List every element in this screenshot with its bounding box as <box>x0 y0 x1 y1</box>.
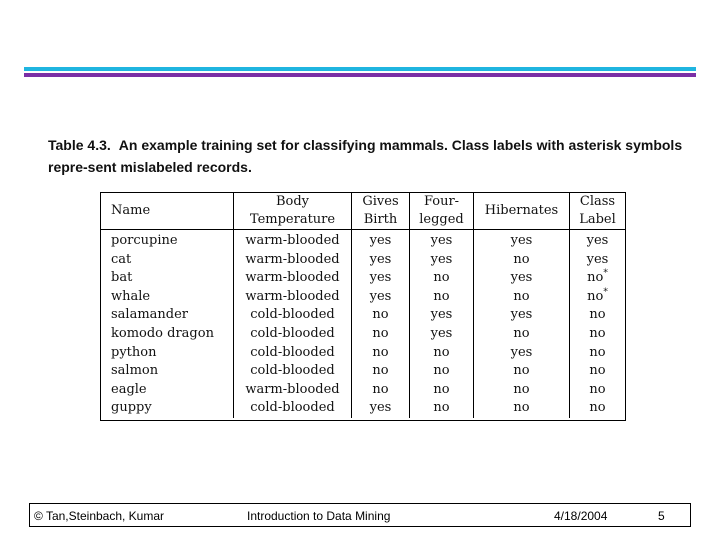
cell-four-legged: yes <box>410 325 474 344</box>
footer-date: 4/18/2004 <box>554 509 608 523</box>
header-body-temperature: Body Temperature <box>234 193 352 230</box>
cell-name: eagle <box>111 381 147 397</box>
cell-four-legged: no <box>410 362 474 381</box>
header-name: Name <box>101 193 234 230</box>
cell-hibernates: yes <box>474 269 570 288</box>
cell-class-label: yes <box>570 230 626 251</box>
table-caption <box>48 134 688 178</box>
caption-text: An example training set for classifying mammals. Class labels with asterisk symbols repre-sent mislabeled records. <box>48 137 683 175</box>
table-row <box>101 251 625 270</box>
cell-name: salamander <box>111 307 189 323</box>
cell-gives-birth: no <box>352 344 410 363</box>
training-set-table <box>100 192 626 421</box>
table-row <box>101 381 625 400</box>
header-rule-cyan <box>24 67 696 71</box>
cell-body-temperature: warm-blooded <box>234 288 352 307</box>
table-header-row <box>101 193 625 230</box>
footer-title: Introduction to Data Mining <box>247 509 391 523</box>
footer-copyright: © Tan,Steinbach, Kumar <box>34 509 165 523</box>
cell-hibernates: yes <box>474 344 570 363</box>
header-hibernates: Hibernates <box>474 193 570 230</box>
cell-four-legged: no <box>410 344 474 363</box>
cell-class-label: no <box>570 399 626 418</box>
slide-footer <box>29 503 691 527</box>
cell-class-label: no <box>570 344 626 363</box>
header-rule-purple <box>24 73 696 77</box>
cell-gives-birth: no <box>352 381 410 400</box>
cell-four-legged: yes <box>410 306 474 325</box>
cell-name: salmon <box>111 363 159 379</box>
table-row <box>101 362 625 381</box>
table-row <box>101 325 625 344</box>
table-body <box>101 230 625 418</box>
table-row <box>101 344 625 363</box>
cell-four-legged: no <box>410 381 474 400</box>
cell-four-legged: yes <box>410 230 474 251</box>
cell-four-legged: yes <box>410 251 474 270</box>
cell-hibernates: no <box>474 362 570 381</box>
cell-gives-birth: yes <box>352 269 410 288</box>
cell-body-temperature: warm-blooded <box>234 230 352 251</box>
cell-four-legged: no <box>410 288 474 307</box>
cell-class-label: no* <box>570 269 626 288</box>
cell-gives-birth: no <box>352 325 410 344</box>
table-row <box>101 306 625 325</box>
caption-number: Table 4.3. <box>48 137 111 153</box>
header-gives-birth: Gives Birth <box>352 193 410 230</box>
cell-body-temperature: cold-blooded <box>234 362 352 381</box>
cell-class-label: no* <box>570 288 626 307</box>
cell-name: komodo dragon <box>111 325 214 341</box>
cell-hibernates: no <box>474 381 570 400</box>
cell-body-temperature: cold-blooded <box>234 344 352 363</box>
table-row <box>101 288 625 307</box>
cell-gives-birth: yes <box>352 288 410 307</box>
cell-gives-birth: no <box>352 306 410 325</box>
cell-body-temperature: cold-blooded <box>234 399 352 418</box>
cell-name: cat <box>111 251 132 267</box>
cell-hibernates: no <box>474 325 570 344</box>
cell-four-legged: no <box>410 269 474 288</box>
cell-name: whale <box>111 288 151 304</box>
cell-gives-birth: yes <box>352 251 410 270</box>
cell-body-temperature: cold-blooded <box>234 306 352 325</box>
cell-hibernates: no <box>474 288 570 307</box>
cell-hibernates: yes <box>474 230 570 251</box>
cell-hibernates: no <box>474 251 570 270</box>
cell-hibernates: yes <box>474 306 570 325</box>
footer-page-number: 5 <box>658 509 665 523</box>
cell-class-label: no <box>570 381 626 400</box>
table-row <box>101 399 625 418</box>
table-row <box>101 269 625 288</box>
table-row <box>101 230 625 251</box>
header-class-label: Class Label <box>570 193 626 230</box>
cell-class-label: no <box>570 325 626 344</box>
cell-gives-birth: no <box>352 362 410 381</box>
cell-name: python <box>111 344 157 360</box>
cell-body-temperature: warm-blooded <box>234 251 352 270</box>
cell-name: bat <box>111 270 133 286</box>
cell-class-label: no <box>570 362 626 381</box>
cell-class-label: no <box>570 306 626 325</box>
cell-body-temperature: cold-blooded <box>234 325 352 344</box>
cell-gives-birth: yes <box>352 230 410 251</box>
cell-gives-birth: yes <box>352 399 410 418</box>
cell-body-temperature: warm-blooded <box>234 381 352 400</box>
cell-name: porcupine <box>111 233 178 248</box>
cell-name: guppy <box>111 400 152 416</box>
header-four-legged: Four- legged <box>410 193 474 230</box>
cell-hibernates: no <box>474 399 570 418</box>
cell-class-label: yes <box>570 251 626 270</box>
cell-four-legged: no <box>410 399 474 418</box>
cell-body-temperature: warm-blooded <box>234 269 352 288</box>
